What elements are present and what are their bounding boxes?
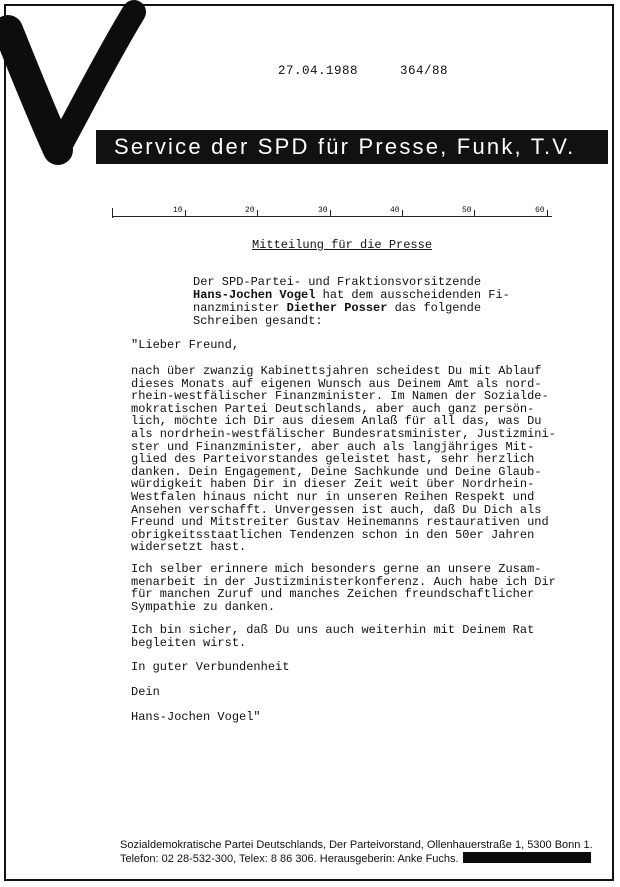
- paragraph-line: obrigkeitsstaatlichen Tendenzen schon in den 50er Jahren: [131, 527, 535, 542]
- paragraph-line: dieses Monats auf eigenen Wunsch aus Deinem Amt als nord-: [131, 376, 542, 391]
- paragraph-line: nach über zwanzig Kabinettsjahren scheidest Du mit Ablauf: [131, 364, 542, 378]
- footer: [120, 838, 593, 866]
- sender-name: Hans-Jochen Vogel: [193, 288, 316, 302]
- salutation-text: "Lieber Freund,: [131, 338, 240, 352]
- paragraph-line: für manchen Zuruf und manches Zeichen freundschaftlicher: [131, 587, 535, 602]
- signature: [131, 711, 261, 724]
- ruler-tick: [257, 210, 258, 217]
- letter-paragraph-1: [131, 365, 556, 554]
- footer-contact-text: Telefon: 02 28-532-300, Telex: 8 86 306. Herausgeberin: Anke Fuchs.: [120, 853, 459, 865]
- signature-text: Hans-Jochen Vogel": [131, 710, 261, 724]
- paragraph-line: Ich selber erinnere mich besonders gerne an unsere Zusam-: [131, 562, 542, 576]
- press-date: 27.04.1988: [278, 64, 359, 78]
- letter-paragraph-2: [131, 563, 556, 613]
- recipient-name: Diether Posser: [286, 301, 388, 315]
- paragraph-line: glied des Parteivorstandes geleistet hast, sehr herzlich: [131, 452, 535, 467]
- ruler-tick: [547, 210, 548, 217]
- ruler-start: [112, 208, 113, 218]
- paragraph-line: mokratischen Partei Deutschlands, aber auch ganz persön-: [131, 401, 535, 416]
- ruler-tick: [474, 210, 475, 217]
- paragraph-line: Ich bin sicher, daß Du uns auch weiterhin mit Deinem Rat: [131, 623, 535, 637]
- paragraph-line: Ansehen verschafft. Unvergessen ist auch, daß Du Dich als: [131, 502, 542, 517]
- letter-paragraph-3: [131, 624, 534, 649]
- paragraph-line: widersetzt hast.: [131, 540, 247, 555]
- paragraph-line: danken. Dein Engagement, Deine Sachkunde und Deine Glaub-: [131, 464, 542, 479]
- service-banner: [96, 130, 608, 164]
- redaction-bar: [463, 852, 591, 863]
- paragraph-line: Freund und Mitstreiter Gustav Heinemanns restaurativen und: [131, 515, 549, 530]
- ruler-mark: 10: [173, 206, 183, 215]
- paragraph-line: menarbeit in der Justizministerkonferenz. Auch habe ich Dir: [131, 574, 556, 589]
- intro-line: Schreiben gesandt:: [193, 314, 323, 328]
- paragraph-line: würdigkeit haben Dir in dieser Zeit weit über Nordrhein-: [131, 477, 535, 492]
- ruler-mark: 50: [462, 206, 472, 215]
- paragraph-line: als nordrhein-westfälischer Bundesratsminister, Justizmini-: [131, 426, 556, 441]
- paragraph-line: ster und Finanzminister, aber auch als langjähriges Mit-: [131, 439, 535, 454]
- paragraph-line: rhein-westfälischer Finanzminister. Im Namen der Sozialde-: [131, 389, 549, 404]
- closing: [131, 661, 289, 674]
- ruler-mark: 30: [318, 206, 328, 215]
- ruler-mark: 60: [535, 206, 545, 215]
- paragraph-line: lich, möchte ich Dir aus diesem Anlaß für all das, was Du: [131, 414, 542, 429]
- closing-text: In guter Verbundenheit: [131, 660, 290, 674]
- ruler-line: [112, 216, 552, 217]
- ruler-tick: [402, 210, 403, 217]
- banner-text: Service der SPD für Presse, Funk, T.V.: [114, 134, 576, 159]
- paragraph-line: Sympathie zu danken.: [131, 599, 276, 614]
- dein-text: Dein: [131, 685, 160, 699]
- press-number: 364/88: [400, 64, 449, 78]
- salutation: [131, 339, 239, 352]
- paragraph-line: Westfalen hinaus nicht nur in unseren Reihen Respekt und: [131, 489, 535, 504]
- intro-line: nanzminister Diether Posser das folgende: [193, 301, 482, 315]
- ruler-tick: [185, 210, 186, 217]
- ruler-mark: 40: [390, 206, 400, 215]
- intro-line: Der SPD-Partei- und Fraktionsvorsitzende: [193, 275, 482, 289]
- document-heading: Mitteilung für die Presse: [252, 238, 433, 252]
- paragraph-line: begleiten wirst.: [131, 635, 247, 650]
- dein: [131, 686, 160, 699]
- intro-paragraph: [193, 276, 510, 328]
- typewriter-ruler: [112, 205, 552, 219]
- ruler-mark: 20: [245, 206, 255, 215]
- header-meta: [278, 64, 448, 78]
- footer-address: Sozialdemokratische Partei Deutschlands, Der Parteivorstand, Ollenhauerstraße 1, 5300 Bonn 1.: [120, 839, 593, 851]
- ruler-tick: [330, 210, 331, 217]
- intro-line: Hans-Jochen Vogel hat dem ausscheidenden Fi-: [193, 288, 510, 302]
- footer-contact: [120, 852, 593, 866]
